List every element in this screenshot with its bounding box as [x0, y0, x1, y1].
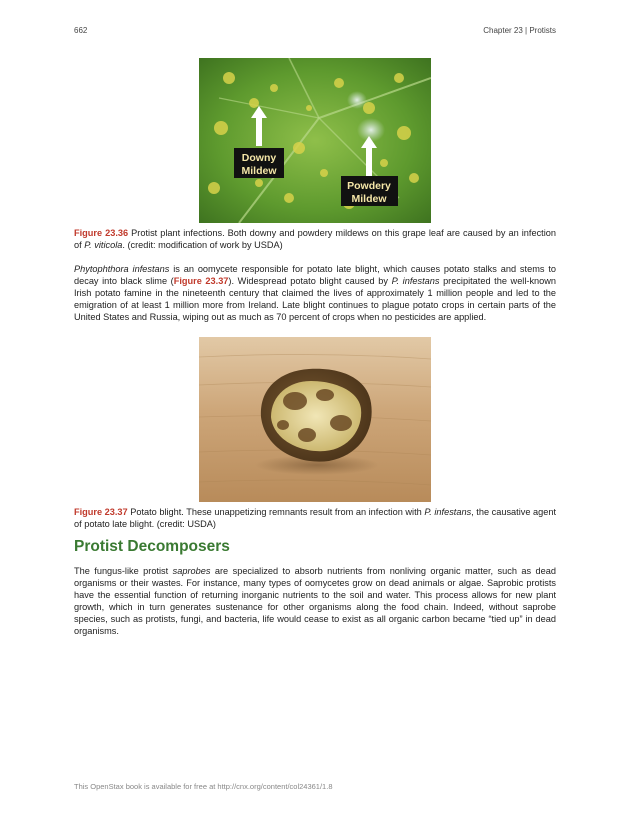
caption-text-end: , the causative agent of potato late blight. (credit: USDA) [74, 507, 556, 529]
running-head: Chapter 23 | Protists [483, 26, 556, 35]
potato-blight-figure [199, 337, 431, 502]
species-short: P. infestans [391, 276, 440, 286]
caption-text-end: . (credit: modification of work by USDA) [122, 240, 283, 250]
grape-leaf-image [199, 58, 431, 223]
figure-23-37-link[interactable]: Figure 23.37 [173, 276, 229, 286]
downy-mildew-label: Downy [241, 152, 277, 164]
species-name: Phytophthora infestans [74, 264, 170, 274]
potato-blight-image [199, 337, 431, 502]
paragraph-text-2: ). Widespread potato blight caused by [228, 276, 392, 286]
paragraph-text-2: are specialized to absorb nutrients from nonliving organic matter, such as dead organisms or their wastes. For instance, many types of oomycetes grow on dead animals or algae. Saprobic protists have the essential function of returning inorganic nutrients to the soil and water. This process allows for new plant growth, which in turn generates sustenance for other organisms along the food chain. Indeed, without saprobe species, such as protists, fungi, and bacteria, life would cease to exist as all organic carbon became “tied up” in dead organisms. [74, 566, 556, 636]
grape-leaf-figure [199, 58, 431, 223]
paragraph-text: is an oomycete responsible for potato late blight, which causes potato stalks and stems to decay into black slime ( [74, 264, 556, 286]
downy-mildew-label-line2: Mildew [241, 165, 277, 177]
powdery-mildew-label-line2: Mildew [351, 193, 387, 205]
figure-label: Figure 23.36 [74, 228, 129, 238]
footer-text: This OpenStax book is available for free at http://cnx.org/content/col24361/1.8 [74, 782, 333, 791]
caption-species: P. viticola [84, 240, 123, 250]
term-saprobes: saprobes [172, 566, 211, 576]
powdery-mildew-label: Powdery [347, 180, 391, 192]
paragraph-decomposers [74, 565, 556, 637]
paragraph-text: The fungus-like protist [74, 566, 173, 576]
caption-species: P. infestans [424, 507, 472, 517]
paragraph-potato-blight [74, 263, 556, 323]
caption-text: Protist plant infections. Both downy and powdery mildews on this grape leaf are caused by an infection of [74, 228, 556, 250]
caption-text: Potato blight. These unappetizing remnants result from an infection with [127, 507, 425, 517]
page-number: 662 [74, 26, 88, 35]
paragraph-text-3: precipitated the well-known Irish potato famine in the nineteenth century that claimed the lives of approximately 1 million people and led to the emigration of at least 1 million more from Ireland. Late blight continues to plague potato crops in certain parts of the United States and Russia, wiping out as much as 70 percent of crops when no pesticides are applied. [74, 276, 557, 322]
figure-label: Figure 23.37 [74, 507, 128, 517]
figure-23-36-caption [74, 227, 556, 251]
section-heading: Protist Decomposers [74, 538, 230, 555]
figure-23-37-caption [74, 506, 556, 530]
